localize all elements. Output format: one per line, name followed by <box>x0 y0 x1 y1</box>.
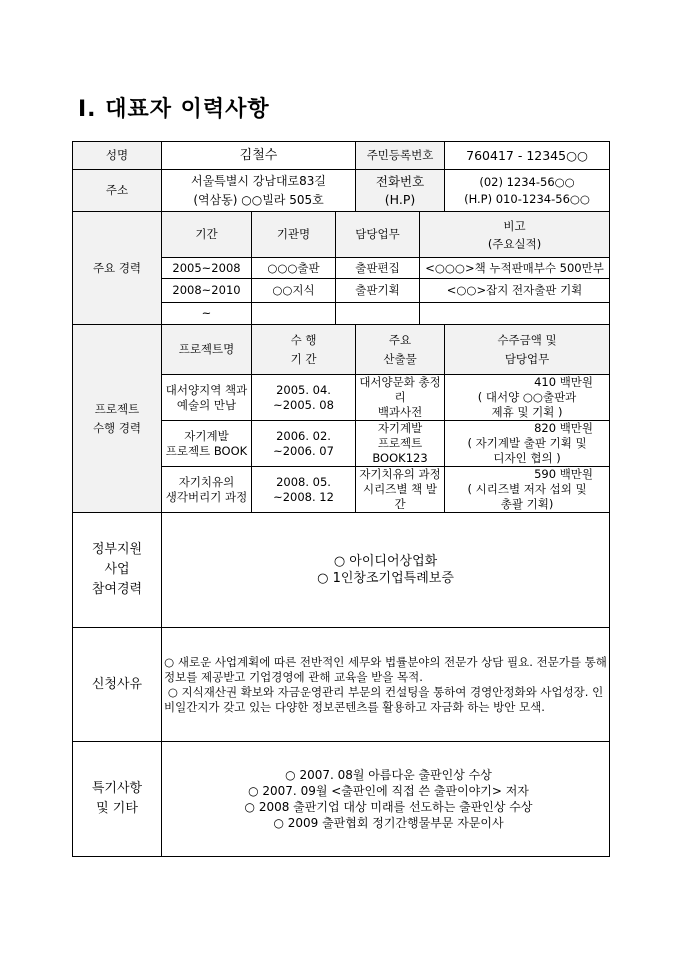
name-value: 김철수 <box>162 142 356 170</box>
special-item: ○ 2008 출판기업 대상 미래를 선도하는 출판인상 수상 <box>244 800 533 814</box>
special-content <box>162 742 610 857</box>
project-period <box>252 375 356 421</box>
project-period-line: ~2008. 12 <box>273 489 334 504</box>
project-name-line: 프로젝트 BOOK <box>165 443 248 458</box>
special-label-line: 특기사항 <box>91 781 143 796</box>
project-output-line: 자기치유의 과정 <box>359 467 441 481</box>
gov-support-item: ○ 아이디어상업화 <box>333 554 438 569</box>
project-duty-line: ( 자기계발 출판 기획 및 <box>467 436 587 450</box>
projects-header-period <box>252 325 356 375</box>
special-item: ○ 2007. 08월 아름다운 출판인상 수상 <box>285 768 492 782</box>
project-name-line: 자기계발 <box>184 428 229 443</box>
career-header-note <box>420 212 610 258</box>
career-period: ~ <box>162 303 252 325</box>
project-output <box>356 421 445 467</box>
id-number-value: 760417 - 12345○○ <box>445 142 610 170</box>
project-amount <box>445 375 610 421</box>
id-number-label: 주민등록번호 <box>356 142 445 170</box>
projects-header-line: 기 간 <box>290 351 317 366</box>
special-label-line: 및 기타 <box>96 801 138 816</box>
gov-support-item: ○ 1인창조기업특례보증 <box>317 571 454 586</box>
project-period-line: ~2005. 08 <box>273 397 334 412</box>
project-output <box>356 467 445 513</box>
career-org <box>252 303 336 325</box>
career-note <box>420 303 610 325</box>
project-amount-value: 410 백만원 <box>534 375 594 389</box>
project-name-line: 예술의 만남 <box>176 397 237 412</box>
phone-line: (02) 1234-56○○ <box>479 174 575 189</box>
projects-header-name: 프로젝트명 <box>162 325 252 375</box>
projects-header-line: 산출물 <box>383 351 417 366</box>
career-period: 2005~2008 <box>162 258 252 279</box>
project-name <box>162 375 252 421</box>
project-period-line: ~2006. 07 <box>273 443 334 458</box>
projects-header-output <box>356 325 445 375</box>
project-duty-line: ( 대서양 ○○출판과 <box>477 390 577 404</box>
career-org: ○○○출판 <box>252 258 336 279</box>
project-period <box>252 421 356 467</box>
reason-label: 신청사유 <box>73 628 162 742</box>
special-item: ○ 2009 출판협회 정기간행물부문 자문이사 <box>273 816 504 830</box>
career-header-period: 기간 <box>162 212 252 258</box>
special-label <box>73 742 162 857</box>
reason-content <box>162 628 610 742</box>
project-amount-value: 590 백만원 <box>534 467 594 481</box>
project-name <box>162 467 252 513</box>
project-duty-line: 디자인 협의 ) <box>493 451 561 465</box>
project-period-line: 2008. 05. <box>276 474 331 489</box>
phone-label-line: (H.P) <box>384 191 416 207</box>
gov-label-line: 참여경력 <box>91 582 143 597</box>
projects-label-line: 프로젝트 <box>94 401 140 416</box>
address-line: 서울특별시 강남대로83길 <box>191 173 327 188</box>
project-amount <box>445 467 610 513</box>
gov-label-line: 정부지원 <box>91 542 143 557</box>
address-label: 주소 <box>73 170 162 212</box>
projects-label-line: 수행 경력 <box>92 420 142 435</box>
career-header-duty: 담당업무 <box>336 212 420 258</box>
reason-paragraph: ○ 지식재산권 확보와 자금운영관리 부문의 컨설팅을 통하여 경영안정화와 사업성장. 인비일간지가 갖고 있는 다양한 정보콘텐츠를 활용하고 자금화 하는 방안 모색. <box>164 684 604 714</box>
career-header-note-line: 비고 <box>503 218 526 233</box>
career-note: <○○○>책 누적판매부수 500만부 <box>420 258 610 279</box>
career-period: 2008~2010 <box>162 279 252 303</box>
project-name-line: 생각버리기 과정 <box>165 489 248 504</box>
projects-header-line: 주요 <box>388 332 412 347</box>
projects-header-line: 담당업무 <box>504 351 550 366</box>
project-period-line: 2005. 04. <box>276 382 331 397</box>
project-output-line: 프로젝트BOOK123 <box>372 436 428 465</box>
project-name-line: 대서양지역 책과 <box>165 382 248 397</box>
reason-paragraph: ○ 새로운 사업계획에 따른 전반적인 세무와 법률분야의 전문가 상담 필요. 전문가를 통해 정보를 제공받고 기업경영에 관해 교육을 받을 목적. <box>164 654 607 684</box>
career-header-org: 기관명 <box>252 212 336 258</box>
career-duty: 출판기획 <box>336 279 420 303</box>
special-item: ○ 2007. 09월 <출판인에 직접 쓴 출판이야기> 저자 <box>248 784 529 798</box>
project-output-line: 대서양문화 총정리 <box>359 375 441 404</box>
address-value <box>162 170 356 212</box>
phone-line: (H.P) 010-1234-56○○ <box>464 191 590 206</box>
resume-table <box>72 141 610 857</box>
project-output <box>356 375 445 421</box>
project-period-line: 2006. 02. <box>276 428 331 443</box>
phone-label <box>356 170 445 212</box>
career-duty <box>336 303 420 325</box>
project-name <box>162 421 252 467</box>
gov-label-line: 사업 <box>104 562 130 577</box>
phone-value <box>445 170 610 212</box>
gov-support-content <box>162 513 610 628</box>
career-note: <○○>잡지 전자출판 기획 <box>420 279 610 303</box>
project-period <box>252 467 356 513</box>
career-org: ○○지식 <box>252 279 336 303</box>
projects-section-label <box>73 325 162 513</box>
project-amount <box>445 421 610 467</box>
project-output-line: 자기계발 <box>377 421 423 435</box>
project-output-line: 시리즈별 책 발간 <box>363 482 438 511</box>
page-title: Ⅰ. 대표자 이력사항 <box>78 97 270 122</box>
project-amount-value: 820 백만원 <box>534 421 594 435</box>
project-duty-line: 총괄 기획) <box>500 497 554 511</box>
project-duty-line: 제휴 및 기획 ) <box>491 405 563 419</box>
gov-support-label <box>73 513 162 628</box>
project-name-line: 자기치유의 <box>178 474 235 489</box>
projects-header-line: 수 행 <box>290 332 317 347</box>
career-duty: 출판편집 <box>336 258 420 279</box>
name-label: 성명 <box>73 142 162 170</box>
project-duty-line: ( 시리즈별 저자 섭외 및 <box>467 482 587 496</box>
projects-header-amount <box>445 325 610 375</box>
career-header-note-line: (주요실적) <box>487 236 542 251</box>
phone-label-line: 전화번호 <box>375 173 425 189</box>
projects-header-line: 수주금액 및 <box>497 332 557 347</box>
address-line: (역삼동) ○○빌라 505호 <box>193 192 324 207</box>
career-section-label: 주요 경력 <box>73 212 162 325</box>
project-output-line: 백과사전 <box>377 405 423 419</box>
